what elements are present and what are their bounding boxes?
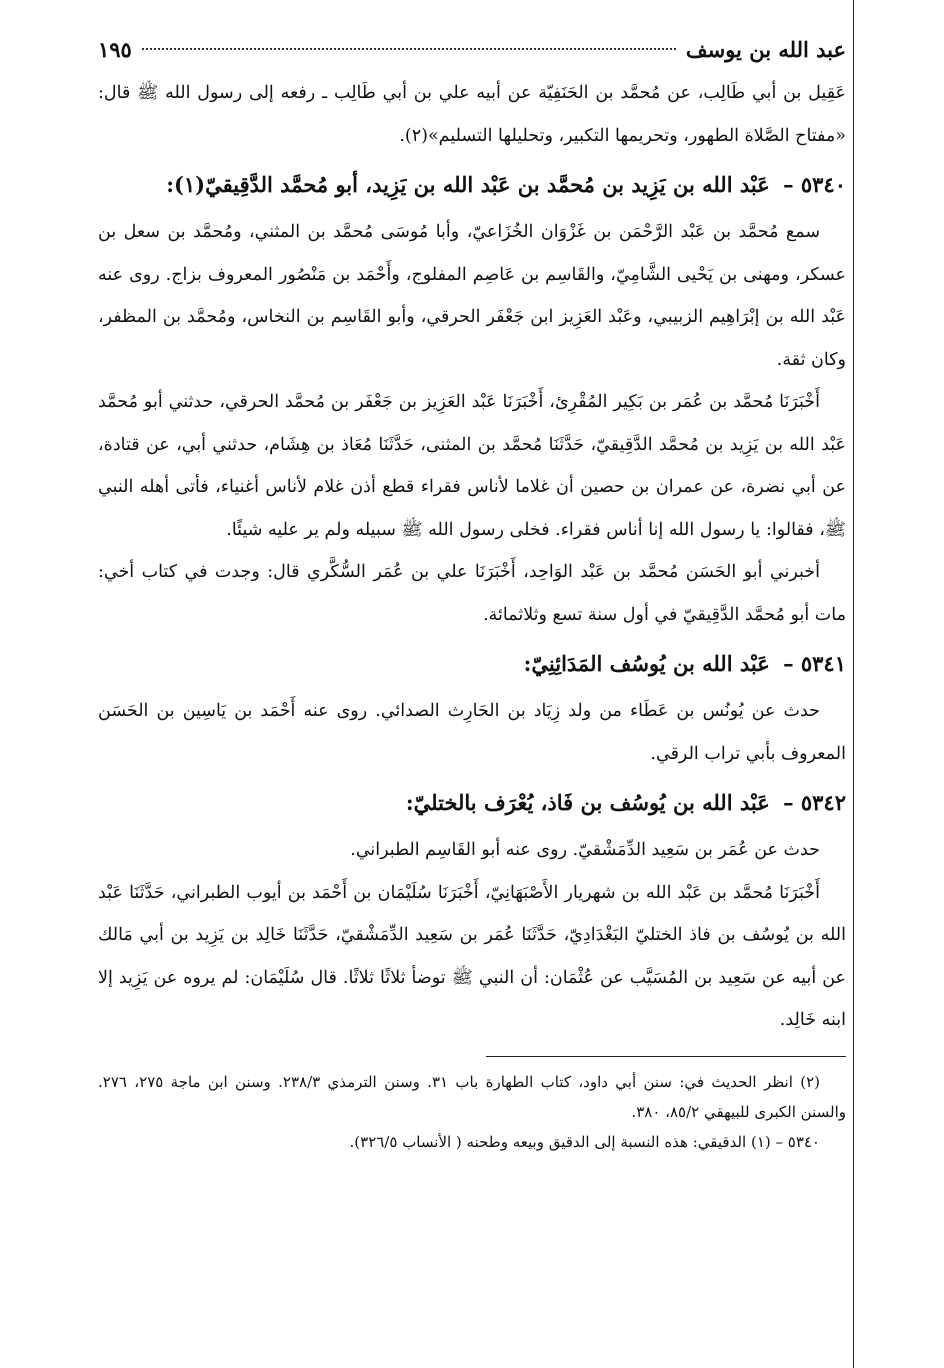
footnote: ٥٣٤٠ – (١) الدقيقي: هذه النسبة إلى الدقيق وبيعه وطحنه ( الأنساب ٣٢٦/٥). — [349, 1132, 820, 1151]
entry-number: ٥٣٤٠ – — [783, 172, 846, 197]
footnote: (٢) انظر الحديث في: سنن أبي داود، كتاب الطهارة باب ٣١. وسنن الترمذي ٢٣٨/٣. وسنن ابن ماجة ٢٧٥، ٢٧٦. والسنن الكبرى للبيهقي ٨٥/٢، ٣٨٠. — [98, 1072, 846, 1121]
entry-paragraph: أَخْبَرَنَا مُحمَّد بن عَبْد الله بن شهريار الأَصْبَهَانِيّ، أَخْبَرَنَا سُلَيْمَان بن أَحْمَد بن أيوب الطبراني، حَدَّثَنَا عَبْد الله بن يُوسُف بن فاذ الختليّ البَغْدَادِيّ، حَدَّثَنَا عُمَر بن سَعِيد الدِّمَشْقيّ، حَدَّثَنَا خَالِد بن يَزِيد بن أبي مَالك عن أبيه عن سَعِيد بن المُسَيَّب عن عُثْمَان: أن النبي ﷺ توضأ ثلاثًا ثلاثًا. قال سُلَيْمَان: لم يروه عن يَزِيد إلا ابنه خَالِد. — [98, 882, 846, 1030]
entry-paragraph: سمع مُحمَّد بن عَبْد الرَّحْمَن بن غَزْوَان الخُزَاعيّ، وأبا مُوسَى مُحمَّد بن المثني، ومُحمَّد بن سعل بن عسكر، ومهنى بن يَحْيى الشَّامِيّ، والقَاسِم بن عَاصِم المفلوج، وأَحْمَد بن مَنْصُور المعروف بزاج. روى عنه عَبْد الله بن إبْرَاهِيم الزبيبي، وعَبْد العَزِيز ابن جَعْفَر الحرقي، وأبو القَاسِم بن النخاس، ومُحمَّد بن المظفر، وكان ثقة. — [98, 222, 846, 370]
page-number: ١٩٥ — [98, 37, 132, 62]
continued-paragraph: عَقِيل بن أبي طَالِب، عن مُحمَّد بن الحَنَفِيّة عن أبيه علي بن أبي طَالِب ـ رفعه إلى رسول الله ﷺ قال: «مفتاح الصَّلاة الطهور، وتحريمها التكبير، وتحليلها التسليم»(٢). — [98, 83, 846, 146]
running-header — [98, 30, 846, 70]
entry-paragraph: أخبرني أبو الحَسَن مُحمَّد بن عَبْد الوَاحِد، أَخْبَرَنَا علي بن عُمَر السُّكَّري قال: وجدت في كتاب أخي: مات أبو مُحمَّد الدَّقِيقيّ في أول سنة تسع وثلاثمائة. — [98, 562, 846, 625]
entry-heading — [98, 781, 846, 825]
page-edge-line — [853, 0, 854, 1368]
header-title: عبد الله بن يوسف — [685, 37, 846, 62]
header-dot-leader — [142, 48, 676, 50]
footnote-separator — [486, 1056, 846, 1057]
entry-title: عَبْد الله بن يَزِيد بن مُحمَّد بن عَبْد الله بن يَزِيد، أبو مُحمَّد الدَّقِيقيّ(١): — [166, 172, 770, 197]
entry-paragraph: أَخْبَرَنَا مُحمَّد بن عُمَر بن بَكِير المُقْرِئ، أَخْبَرَنَا عَبْد العَزِيز بن جَعْفَر بن مُحمَّد الحرقي، حدثني أبو مُحمَّد عَبْد الله بن يَزِيد بن مُحمَّد الدَّقِيقيّ، حَدَّثَنَا مُحمَّد بن المثنى، حَدَّثَنَا مُعَاذ بن هِشَام، حدثني أبي، عن قتادة، عن أبي نضرة، عن عمران بن حصين أن غلاما لأناس فقراء قطع أذن غلام لأناس أغنياء، فأتى أهله النبي ﷺ، فقالوا: يا رسول الله إنا أناس فقراء. فخلى رسول الله ﷺ سبيله ولم ير عليه شيئًا. — [98, 392, 846, 540]
entry-number: ٥٣٤١ – — [783, 651, 846, 676]
entry-title: عَبْد الله بن يُوسُف المَدَائِنِيّ: — [523, 651, 770, 676]
entry-heading — [98, 163, 846, 207]
entry-heading — [98, 642, 846, 686]
entry-paragraph: حدث عن عُمَر بن سَعِيد الدِّمَشْقيّ. روى عنه أبو القَاسِم الطبراني. — [350, 840, 820, 860]
entry-number: ٥٣٤٢ – — [783, 790, 846, 815]
entry-title: عَبْد الله بن يُوسُف بن فَاذ، يُعْرَف بالختليّ: — [405, 790, 770, 815]
entry-paragraph: حدث عن يُونُس بن عَطَاء من ولد زِيَاد بن الحَارِث الصدائي. روى عنه أَحْمَد بن يَاسِين بن الحَسَن المعروف بأبي تراب الرقي. — [98, 701, 846, 764]
